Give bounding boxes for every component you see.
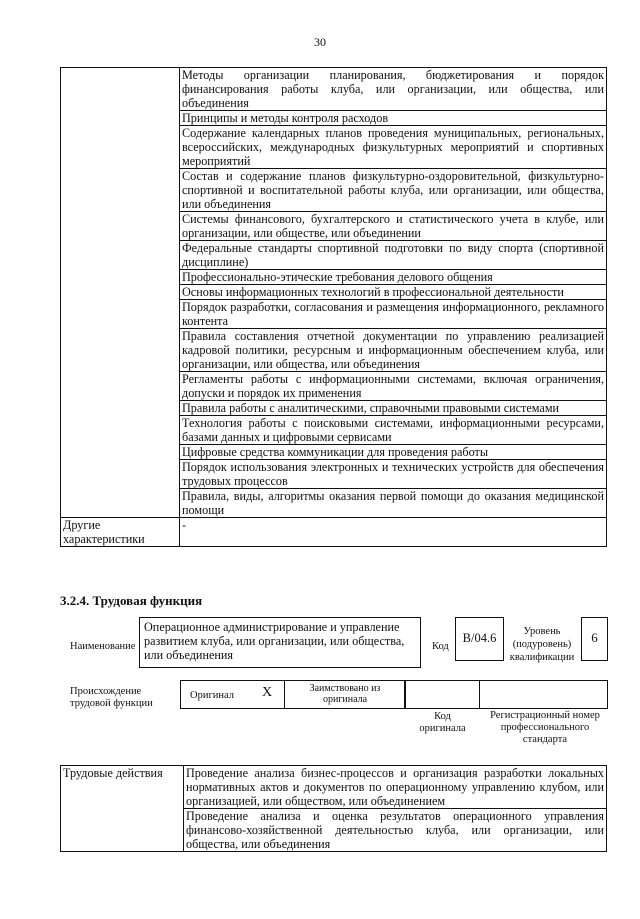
code-original-label: Код оригинала: [419, 711, 466, 734]
origin-label: Происхождение трудовой функции: [70, 686, 153, 709]
knowledge-text: Регламенты работы с информационными системами, включая ограничения, допуски и порядок их применения: [180, 372, 607, 401]
original-label: Оригинал: [190, 690, 234, 701]
knowledge-text: Основы информационных технологий в профессиональной деятельности: [180, 285, 607, 300]
reg-number-label: Регистрационный номер профессионального стандарта: [490, 710, 600, 745]
knowledge-text: Правила, виды, алгоритмы оказания первой помощи до оказания медицинской помощи: [180, 489, 607, 518]
knowledge-label-cell: [61, 68, 180, 518]
knowledge-text: Принципы и методы контроля расходов: [180, 111, 607, 126]
name-label: Наименование: [70, 641, 136, 652]
code-value: B/04.6: [455, 617, 504, 661]
knowledge-text: Профессионально-этические требования делового общения: [180, 270, 607, 285]
knowledge-text: Правила составления отчетной документации по управлению реализацией кадровой политики, ресурсным и информационным обеспечением клуба, или организации, или общества, или объединения: [180, 329, 607, 372]
function-name: Операционное администрирование и управление развитием клуба, или организации, или общества, или объединения: [144, 620, 405, 662]
knowledge-text: Порядок использования электронных и технических устройств для обеспечения трудовых процессов: [180, 460, 607, 489]
knowledge-text: Методы организации планирования, бюджетирования и порядок финансирования работы клуба, или организации, или общества, или объединения: [180, 68, 607, 111]
level-value: 6: [581, 617, 608, 661]
original-mark: X: [262, 685, 273, 700]
knowledge-text: Содержание календарных планов проведения муниципальных, региональных, всероссийских, международных физкультурных мероприятий и спортивных мероприятий: [180, 126, 607, 169]
knowledge-text: Порядок разработки, согласования и размещения информационного, рекламного контента: [180, 300, 607, 329]
action-text: Проведение анализа и оценка результатов операционного управления финансово-хозяйственной деятельностью клуба, или организации, или общества, или объединения: [184, 809, 607, 852]
borrowed-label: Заимствовано из оригинала: [309, 683, 381, 705]
knowledge-text: Правила работы с аналитическими, справочными правовыми системами: [180, 401, 607, 416]
code-label: Код: [432, 641, 449, 652]
knowledge-text: Состав и содержание планов физкультурно-оздоровительной, физкультурно-спортивной и воспитательной работы клуба, или организации, или общества, или объединения: [180, 169, 607, 212]
other-characteristics-row: [61, 518, 607, 547]
action-row: [61, 766, 607, 809]
knowledge-text: Цифровые средства коммуникации для проведения работы: [180, 445, 607, 460]
actions-table: [60, 765, 607, 852]
knowledge-table: [60, 67, 607, 547]
section-title: 3.2.4. Трудовая функция: [60, 593, 203, 608]
knowledge-text: Технология работы с поисковыми системами, информационными ресурсами, базами данных и цифровыми сервисами: [180, 416, 607, 445]
function-name-box: [139, 617, 421, 668]
actions-label: Трудовые действия: [61, 766, 184, 852]
other-label: Другие характеристики: [61, 518, 180, 547]
knowledge-text: Федеральные стандарты спортивной подготовки по виду спорта (спортивной дисциплине): [180, 241, 607, 270]
page-number: 30: [314, 35, 326, 49]
level-label: Уровень (подуровень) квалификации: [509, 626, 575, 663]
other-value: -: [180, 518, 607, 547]
action-text: Проведение анализа бизнес-процессов и организация разработки локальных нормативных актов и документов по операционному управлению клубом, или организацией, или обществом, или объединением: [184, 766, 607, 809]
knowledge-text: Системы финансового, бухгалтерского и статистического учета в клубе, или организации, или обществе, или объединении: [180, 212, 607, 241]
knowledge-row: [61, 68, 607, 111]
